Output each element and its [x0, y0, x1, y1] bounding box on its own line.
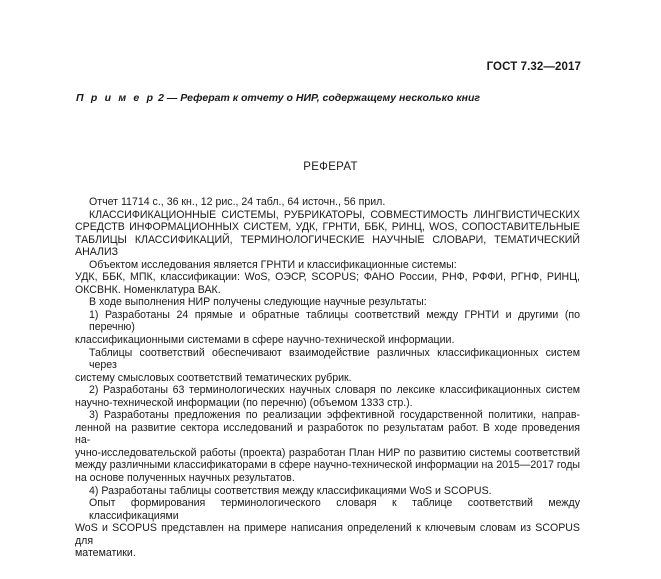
example-text: — Реферат к отчету о НИР, содержащему несколько книг: [166, 92, 480, 104]
text-line: учно-исследовательской работы (проекта) разработан План НИР по развитию системы соответствий: [75, 446, 580, 459]
text-line: Отчет 11714 с., 36 кн., 12 рис., 24 табл., 64 источн., 56 прил.: [89, 196, 386, 208]
text-line: КЛАССИФИКАЦИОННЫЕ СИСТЕМЫ, РУБРИКАТОРЫ, СОВМЕСТИМОСТЬ ЛИНГВИСТИЧЕСКИХ: [89, 208, 580, 221]
text-line: СРЕДСТВ ИНФОРМАЦИОННЫХ СИСТЕМ, УДК, ГРНТИ, ББК, РИНЦ, WOS, СОПОСТАВИТЕЛЬНЫЕ: [75, 221, 580, 234]
text-line: Опыт формирования терминологического словаря к таблице соответствий между классификациями: [89, 497, 580, 522]
text-line: УДК, ББК, МПК, классификации: WoS, ОЭСР, SCOPUS; ФАНО России, РНФ, РФФИ, РГНФ, РИНЦ,: [75, 271, 580, 284]
text-line: 4) Разработаны таблицы соответствия между классификациями WoS и SCOPUS.: [89, 484, 492, 497]
text-line: ленной на развитие сектора исследований и разработок по результатам работ. В ходе проведения на-: [75, 421, 580, 447]
abstract-body: [75, 196, 580, 560]
text-line: на основе полученных научных результатов.: [75, 472, 295, 485]
text-line: классификационными системами в сфере научно-технической информации.: [75, 334, 455, 347]
text-line: 3) Разработаны предложения по реализации эффективной государственной политики, направ-: [89, 409, 580, 422]
text-line: WoS и SCOPUS представлен на примере написания определений к ключевым словам из SCOPUS для: [75, 522, 580, 547]
example-label: П р и м е р: [76, 92, 156, 104]
text-line: научно-технической информации (по перечню) (объемом 1333 стр.).: [75, 396, 413, 409]
text-line: систему смысловых соответствий тематических рубрик.: [75, 371, 352, 384]
section-title: РЕФЕРАТ: [303, 161, 358, 173]
example-caption: [76, 92, 480, 104]
text-line: ТАБЛИЦЫ КЛАССИФИКАЦИЙ, ТЕРМИНОЛОГИЧЕСКИЕ НАУЧНЫЕ СЛОВАРИ, ТЕМАТИЧЕСКИЙ: [75, 233, 580, 246]
example-number: 2: [158, 92, 164, 104]
standard-number: ГОСТ 7.32—2017: [486, 61, 581, 73]
text-line: математики.: [75, 547, 136, 560]
text-line: 1) Разработаны 24 прямые и обратные таблицы соответствий между ГРНТИ и другими (по перечню): [89, 308, 580, 334]
text-line: ОКСВНК. Номенклатура ВАК.: [75, 283, 221, 296]
text-line: 2) Разработаны 63 терминологических научных словаря по лексике классификационных систем: [89, 384, 580, 397]
text-line: АНАЛИЗ: [75, 246, 118, 259]
text-line: Объектом исследования является ГРНТИ и классификационные системы:: [89, 258, 457, 271]
text-line: В ходе выполнения НИР получены следующие научные результаты:: [89, 296, 427, 309]
text-line: между различными классификаторами в сфере научно-технической информации на 2015—2017 годы: [75, 459, 580, 472]
text-line: Таблицы соответствий обеспечивают взаимодействие различных классификационных систем через: [89, 346, 580, 372]
